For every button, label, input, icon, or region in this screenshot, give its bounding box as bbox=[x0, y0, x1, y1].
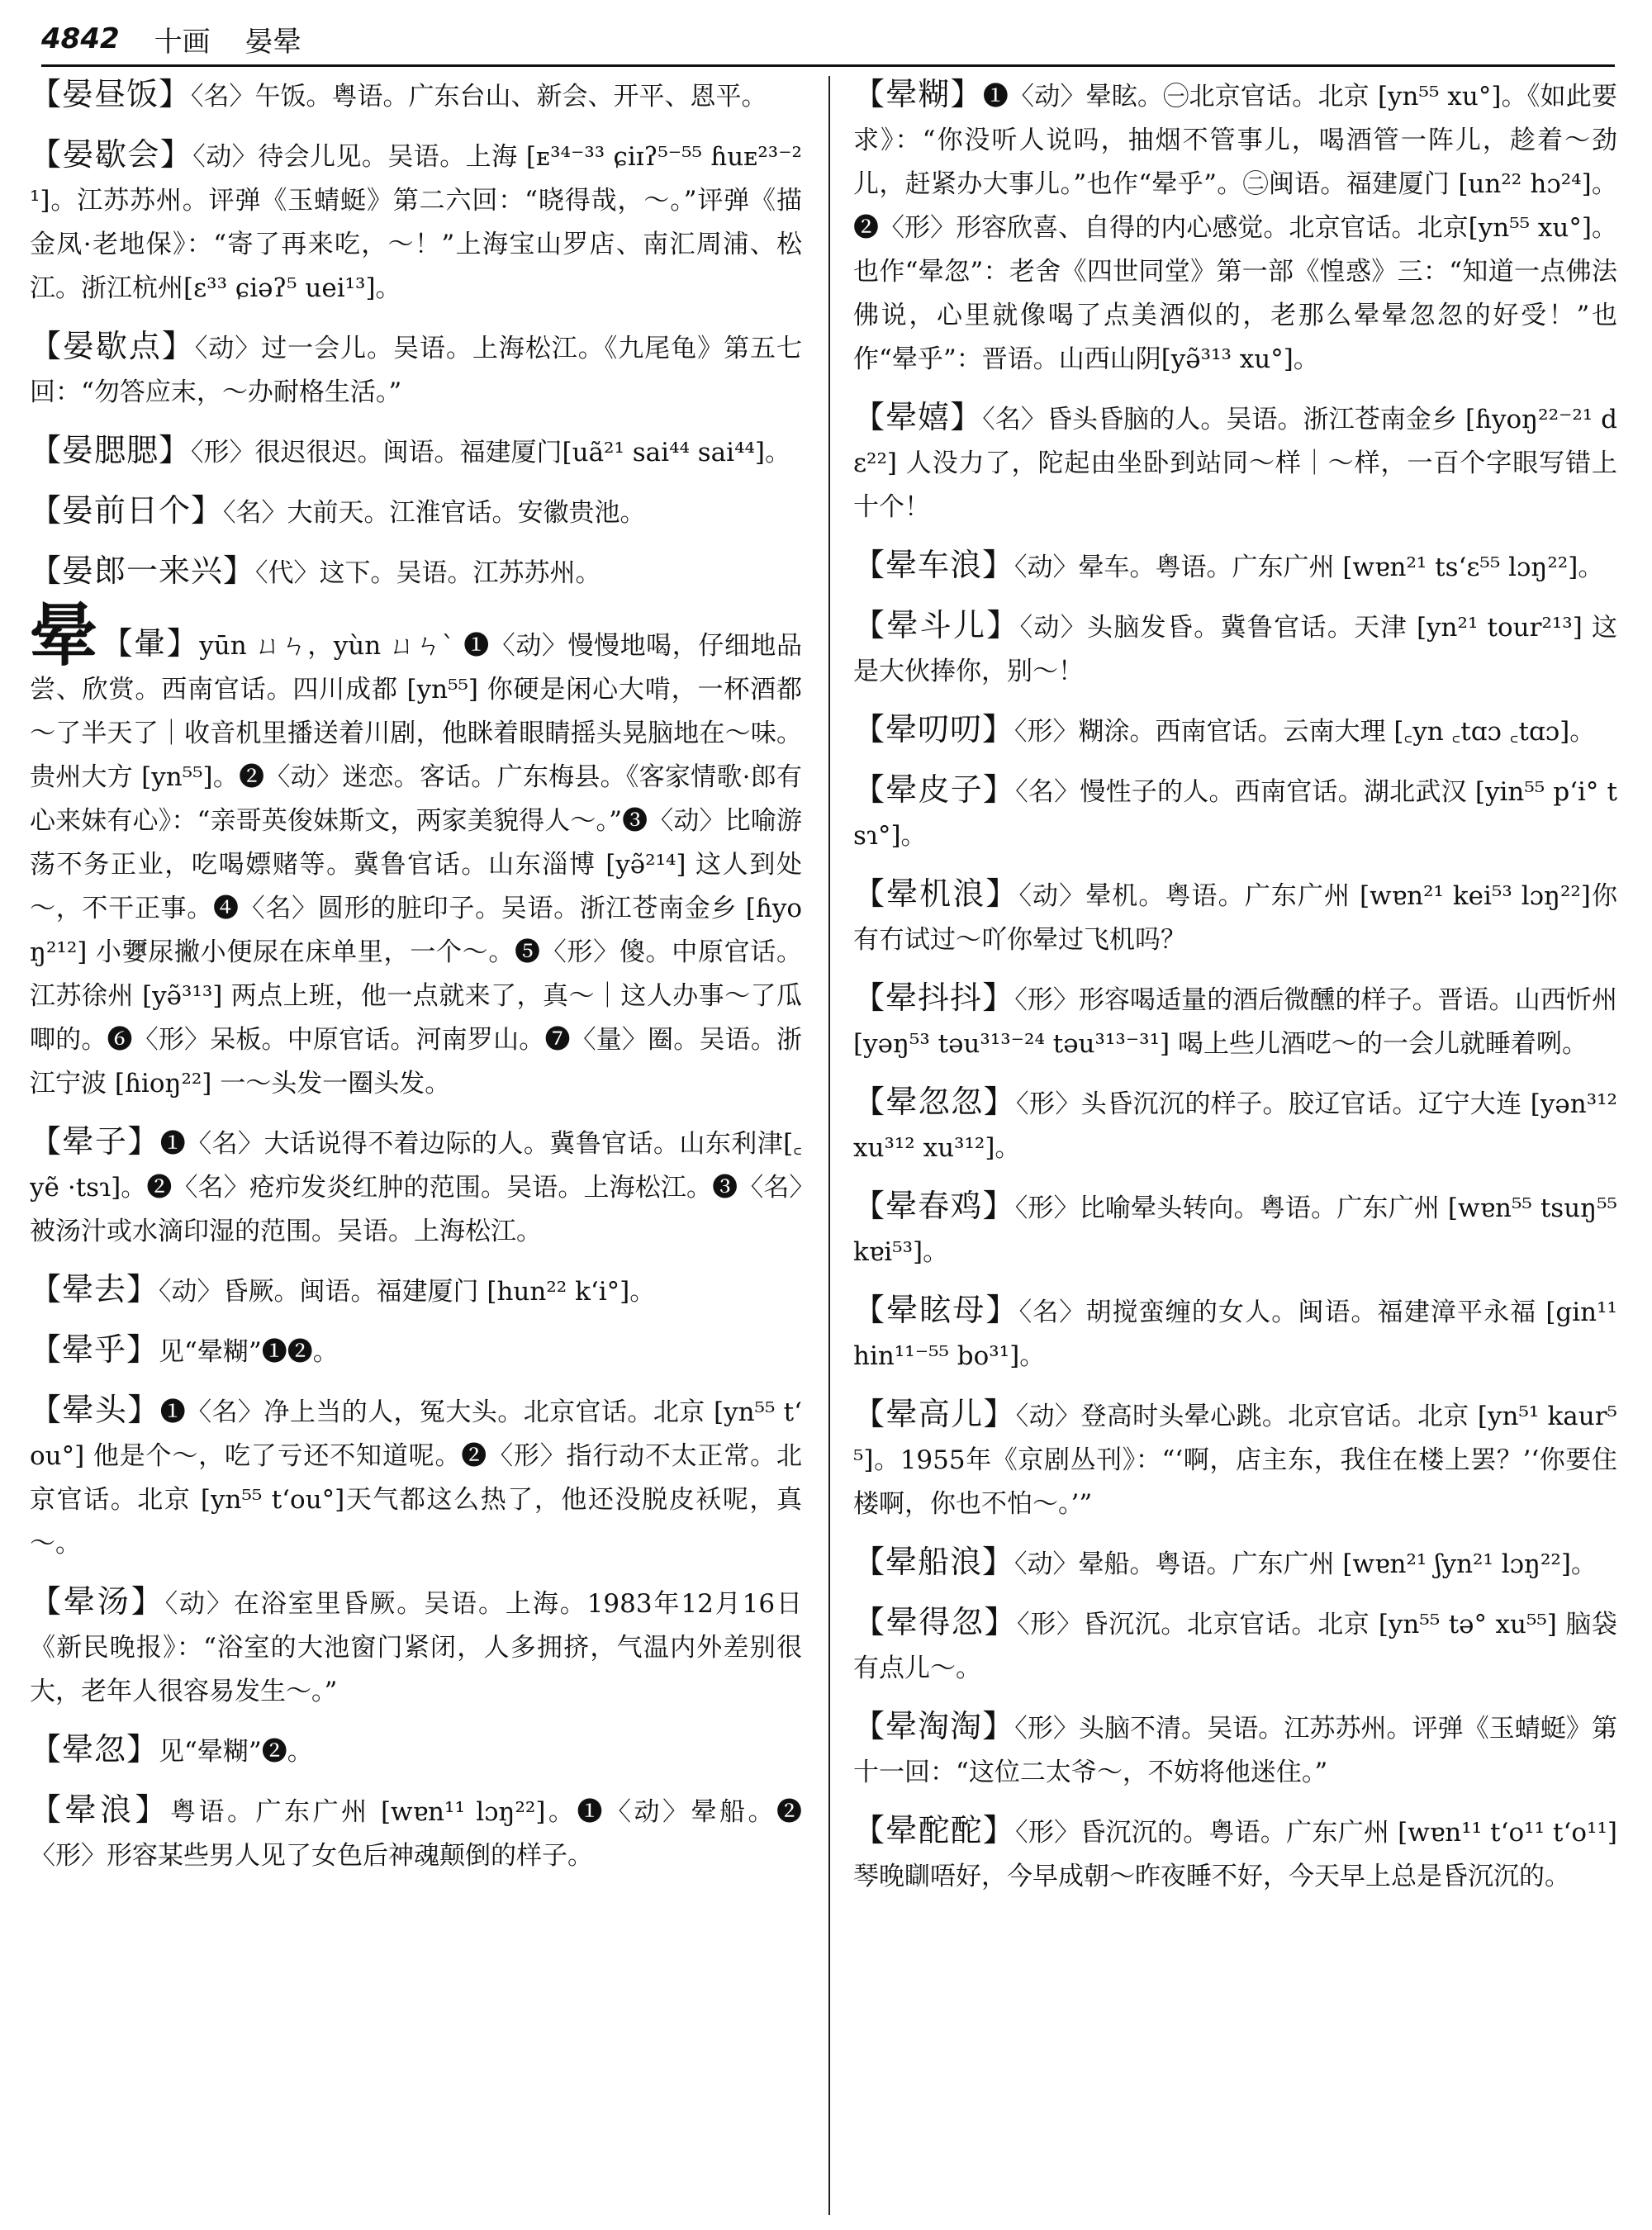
entry-definition: 〈名〉午饭。粤语。广东台山、新会、开平、恩平。 bbox=[191, 82, 767, 112]
dictionary-entry bbox=[853, 1809, 1617, 1899]
dictionary-entry bbox=[853, 396, 1617, 529]
entry-definition: 〈形〉昏沉沉的。粤语。广东广州 [wɐn¹¹ tʻo¹¹ tʻo¹¹] 琴晚瞓唔好，今早成朝～昨夜睡不好，今天早上总是昏沉沉的。 bbox=[853, 1818, 1617, 1891]
dictionary-entry bbox=[30, 73, 802, 119]
dictionary-entry bbox=[30, 1328, 802, 1374]
dictionary-entry bbox=[853, 1540, 1617, 1587]
dictionary-entry bbox=[853, 73, 1617, 382]
dictionary-entry bbox=[853, 872, 1617, 962]
left-column bbox=[30, 73, 802, 2220]
entry-definition: 〈名〉慢性子的人。西南官话。湖北武汉 [yin⁵⁵ pʻi° tsɿ°]。 bbox=[853, 777, 1617, 851]
dictionary-entry bbox=[853, 1393, 1617, 1526]
dictionary-entry bbox=[30, 596, 802, 1106]
dictionary-entry bbox=[853, 768, 1617, 858]
entry-definition: 〈动〉晕车。粤语。广东广州 [wɐn²¹ tsʻɛ⁵⁵ lɔŋ²²]。 bbox=[1014, 553, 1604, 582]
entry-headword: 【晕高儿】 bbox=[853, 1396, 1016, 1432]
entry-headword: 【晕得忽】 bbox=[853, 1604, 1018, 1640]
entry-definition: 〈名〉大前天。江淮官话。安徽贵池。 bbox=[223, 498, 646, 528]
dictionary-entry bbox=[853, 543, 1617, 590]
column-divider bbox=[828, 76, 830, 2215]
entry-definition: 〈动〉晕船。粤语。广东广州 [wɐn²¹ ʃyn²¹ lɔŋ²²]。 bbox=[1014, 1549, 1597, 1579]
entry-headword: 【晏郎一来兴】 bbox=[30, 553, 256, 589]
entry-headword: 【晕子】 bbox=[30, 1123, 160, 1160]
dictionary-entry bbox=[30, 1580, 802, 1714]
dictionary-entry bbox=[853, 1601, 1617, 1691]
entry-headword: 【晕乎】 bbox=[30, 1331, 159, 1368]
dictionary-entry bbox=[30, 1388, 802, 1566]
dictionary-entry bbox=[30, 325, 802, 415]
dictionary-entry bbox=[30, 133, 802, 311]
entry-headword: 【晕车浪】 bbox=[853, 547, 1015, 583]
entry-headword: 【晕浪】 bbox=[30, 1791, 171, 1828]
entry-definition: 〈名〉胡搅蛮缠的女人。闽语。福建漳平永福 [gin¹¹ hin¹¹⁻⁵⁵ bo³¹]。 bbox=[853, 1298, 1617, 1371]
entry-headword: 【晕糊】 bbox=[853, 76, 983, 112]
dictionary-entry bbox=[853, 1184, 1617, 1274]
entry-headword: 【晕去】 bbox=[30, 1271, 159, 1307]
entry-definition: 见“晕糊”❶❷。 bbox=[159, 1337, 339, 1367]
entry-headword: 【晕酡酡】 bbox=[853, 1812, 1016, 1848]
entry-headword: 【晕淘淘】 bbox=[853, 1708, 1015, 1744]
entry-headword: 【晕眩母】 bbox=[853, 1292, 1019, 1328]
dictionary-entry bbox=[853, 708, 1617, 754]
entry-definition: ❶〈名〉净上当的人，冤大头。北京官话。北京 [yn⁵⁵ tʻou°] 他是个～，吃了亏还不知道呢。❷〈形〉指行动不太正常。北京官话。北京 [yn⁵⁵ tʻou°]天气都这么热了，他还没脱皮袄呢，真～。 bbox=[30, 1397, 802, 1559]
entry-headword: 【晕头】 bbox=[30, 1392, 160, 1428]
entry-headword: 【晕忽忽】 bbox=[853, 1084, 1017, 1120]
entry-definition: 〈动〉登高时头晕心跳。北京官话。北京 [yn⁵¹ kaur⁵⁵]。1955年《京剧丛刊》：“‘啊，店主东，我住在楼上罢？’‘你要住楼啊，你也不怕～。’” bbox=[853, 1402, 1617, 1519]
entry-headword: 【晕嬉】 bbox=[853, 399, 983, 435]
entry-definition: 见“晕糊”❷。 bbox=[159, 1737, 313, 1767]
entry-definition: 〈形〉很迟很迟。闽语。福建厦门[uã²¹ sai⁴⁴ sai⁴⁴]。 bbox=[191, 438, 791, 467]
entry-definition: 〈动〉待会儿见。吴语。上海 [ᴇ³⁴⁻³³ ɕiɪʔ⁵⁻⁵⁵ ɦuᴇ²³⁻²¹]。江苏苏州。评弹《玉蜻蜓》第二六回：“晓得哉，～。”评弹《描金凤·老地保》：“寄了再来吃，～！”上海宝山罗店、南汇周浦、松江。浙江杭州[ɛ³³ ɕiəʔ⁵ uei¹³]。 bbox=[30, 142, 802, 303]
entry-headword: 【晕机浪】 bbox=[853, 875, 1019, 912]
entry-headword: 【晕皮子】 bbox=[853, 771, 1016, 808]
dictionary-entry bbox=[30, 429, 802, 475]
dictionary-entry bbox=[30, 1120, 802, 1254]
entry-headword: 【晕船浪】 bbox=[853, 1544, 1015, 1580]
entry-definition: 〈动〉晕机。粤语。广东广州 [wɐn²¹ kei⁵³ lɔŋ²²]你有冇试过～吖你晕过飞机吗？ bbox=[853, 881, 1617, 955]
entry-definition: 〈动〉头脑发昏。冀鲁官话。天津 [yn²¹ tour²¹³] 这是大伙捧你，别～！ bbox=[853, 613, 1617, 686]
dictionary-entry bbox=[853, 604, 1617, 694]
dictionary-entry bbox=[30, 1788, 802, 1878]
entry-headword: 【晏歇点】 bbox=[30, 328, 195, 364]
entry-headword: 【晕春鸡】 bbox=[853, 1188, 1015, 1224]
page-number: 4842 bbox=[41, 22, 120, 55]
dictionary-entry bbox=[30, 1268, 802, 1314]
dictionary-entry bbox=[30, 489, 802, 535]
entry-headword: 【晕汤】 bbox=[30, 1583, 165, 1620]
dictionary-entry bbox=[853, 1080, 1617, 1170]
entry-definition: ❶〈动〉晕眩。㊀北京官话。北京 [yn⁵⁵ xu°]。《如此要求》：“你没听人说吗，抽烟不管事儿，喝酒管一阵儿，趁着～劲儿，赶紧办大事儿。”也作“晕乎”。㊁闽语。福建厦门 [un²² hɔ²⁴]。❷〈形〉形容欣喜、自得的内心感觉。北京官话。北京[yn⁵⁵ xu°]。也作“晕忽”：老舍《四世同堂》第一部《惶惑》三：“知道一点佛法佛说，心里就像喝了点美酒似的，老那么晕晕忽忽的好受！”也作“晕乎”：晋语。山西山阴[yə̃³¹³ xu°]。 bbox=[853, 82, 1617, 374]
entry-definition: yūn ㄩㄣ，yùn ㄩㄣˋ ❶〈动〉慢慢地喝，仔细地品尝、欣赏。西南官话。四川成都 [yn⁵⁵] 你硬是闲心大啃，一杯酒都～了半天了｜收音机里播送着川剧，他眯着眼睛摇头晃脑地在～味。贵州大方 [yn⁵⁵]。❷〈动〉迷恋。客话。广东梅县。《客家情歌·郎有心来妹有心》：“亲哥英俊妹斯文，两家美貌得人～。”❸〈动〉比喻游荡不务正业，吃喝嫖赌等。冀鲁官话。山东淄博 [yə̃²¹⁴] 这人到处～，不干正事。❹〈名〉圆形的脏印子。吴语。浙江苍南金乡 [ɦyoŋ²¹²] 小㜷尿撇小便尿在床单里，一个～。❺〈形〉傻。中原官话。江苏徐州 [yə̃³¹³] 两点上班，他一点就来了，真～｜这人办事～了瓜唧的。❻〈形〉呆板。中原官话。河南罗山。❼〈量〉圈。吴语。浙江宁波 [ɦioŋ²²] 一～头发一圈头发。 bbox=[30, 631, 802, 1098]
entry-definition: 〈形〉昏沉沉。北京官话。北京 [yn⁵⁵ tə° xu⁵⁵] 脑袋有点儿～。 bbox=[853, 1610, 1617, 1683]
entry-headword: 【晕抖抖】 bbox=[853, 980, 1015, 1016]
entry-headword: 【暈】 bbox=[101, 625, 200, 662]
entry-definition: 〈代〉这下。吴语。江苏苏州。 bbox=[255, 558, 601, 588]
dictionary-entry bbox=[30, 1728, 802, 1774]
entry-definition: 〈动〉过一会儿。吴语。上海松江。《九尾龟》第五七回：“勿答应末，～办耐格生活。” bbox=[30, 334, 802, 407]
entry-headword: 【晕忽】 bbox=[30, 1731, 159, 1767]
entry-definition: 〈形〉头脑不清。吴语。江苏苏州。评弹《玉蜻蜓》第十一回：“这位二太爷～，不妨将他迷住。” bbox=[853, 1714, 1617, 1787]
dictionary-entry bbox=[853, 1288, 1617, 1378]
entry-headword: 【晏歇会】 bbox=[30, 136, 193, 173]
entry-definition: 〈形〉糊涂。西南官话。云南大理 [꜀yn ꜀tɑɔ ꜀tɑɔ]。 bbox=[1014, 717, 1596, 747]
entry-definition: ❶〈名〉大话说得不着边际的人。冀鲁官话。山东利津[꜀yẽ ·tsɿ]。❷〈名〉疮疖发炎红肿的范围。吴语。上海松江。❸〈名〉被汤汁或水滴印湿的范围。吴语。上海松江。 bbox=[30, 1129, 802, 1246]
entry-headword: 【晏前日个】 bbox=[30, 492, 224, 529]
dictionary-entry bbox=[853, 1705, 1617, 1795]
entry-definition: 〈形〉形容喝适量的酒后微醺的样子。晋语。山西忻州 [yəŋ⁵³ təu³¹³⁻²⁴ təu³¹³⁻³¹] 喝上些儿酒呓～的一会儿就睡着咧。 bbox=[853, 985, 1617, 1059]
right-column bbox=[853, 73, 1617, 2220]
entry-definition: 〈名〉昏头昏脑的人。吴语。浙江苍南金乡 [ɦyoŋ²²⁻²¹ dɛ²²] 人没力了，陀起由坐卧到站同～样｜～样，一百个字眼写错上十个！ bbox=[853, 405, 1617, 522]
header-chars: 晏晕 bbox=[244, 25, 301, 59]
section-label: 十画 bbox=[154, 25, 211, 59]
dictionary-entry bbox=[30, 549, 802, 595]
page-header bbox=[41, 13, 1615, 67]
entry-headword: 【晏昼饭】 bbox=[30, 76, 192, 112]
entry-head-character: 晕 bbox=[30, 596, 98, 676]
entry-definition: 〈形〉头昏沉沉的样子。胶辽官话。辽宁大连 [yən³¹² xu³¹² xu³¹²]。 bbox=[853, 1089, 1617, 1163]
entry-headword: 【晕叨叨】 bbox=[853, 711, 1015, 747]
entry-definition: 〈动〉在浴室里昏厥。吴语。上海。1983年12月16日《新民晚报》：“浴室的大池窗门紧闭，人多拥挤，气温内外差别很大，老年人很容易发生～。” bbox=[30, 1589, 802, 1706]
entry-definition: 粤语。广东广州 [wɐn¹¹ lɔŋ²²]。❶〈动〉晕船。❷〈形〉形容某些男人见了女色后神魂颠倒的样子。 bbox=[30, 1797, 802, 1871]
entry-definition: 〈动〉昏厥。闽语。福建厦门 [hun²² kʻi°]。 bbox=[159, 1277, 656, 1307]
entry-definition: 〈形〉比喻晕头转向。粤语。广东广州 [wɐn⁵⁵ tsuŋ⁵⁵ kɐi⁵³]。 bbox=[853, 1193, 1617, 1267]
entry-headword: 【晕斗儿】 bbox=[853, 607, 1020, 643]
dictionary-entry bbox=[853, 976, 1617, 1066]
entry-headword: 【晏腮腮】 bbox=[30, 432, 192, 468]
